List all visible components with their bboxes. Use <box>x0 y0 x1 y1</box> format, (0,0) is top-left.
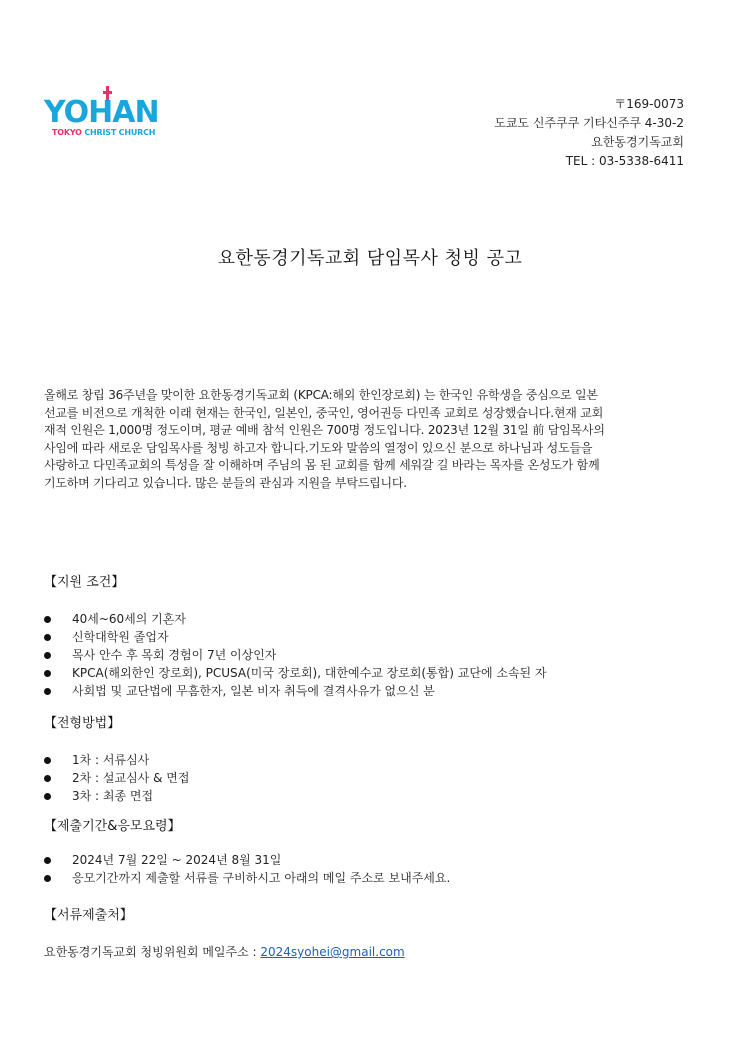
list-item <box>44 769 189 787</box>
contact-line <box>44 943 405 960</box>
recipient-heading: 【서류제출처】 <box>44 908 133 923</box>
bullet-icon <box>44 616 51 623</box>
postal-code: 〒169-0073 <box>614 97 684 111</box>
logo-wordmark: YOHAN <box>44 95 159 130</box>
address-block <box>494 95 684 171</box>
submission-heading: 【제출기간&응모요령】 <box>44 819 181 834</box>
bullet-icon <box>44 775 51 782</box>
contact-label: 요한동경기독교회 청빙위원회 메일주소 : <box>44 945 261 959</box>
street-address: 도쿄도 신주쿠쿠 기타신주쿠 4-30-2 <box>494 116 684 130</box>
email-link[interactable]: 2024syohei@gmail.com <box>260 945 405 959</box>
list-item-text: 1차 : 서류심사 <box>72 753 150 767</box>
bullet-icon <box>44 688 51 695</box>
list-item-text: 2024년 7월 22일 ~ 2024년 8월 31일 <box>72 853 282 867</box>
bullet-icon <box>44 757 51 764</box>
bullet-icon <box>44 875 51 882</box>
bullet-icon <box>44 652 51 659</box>
bullet-icon <box>44 634 51 641</box>
intro-line: 사랑하고 다민족교회의 특성을 잘 이해하며 주님의 몸 된 교회를 함께 세워갈 길 바라는 목자를 온성도가 함께 <box>44 458 600 472</box>
intro-line: 재적 인원은 1,000명 정도이며, 평균 예배 참석 인원은 700명 정도입니다. 2023년 12월 31일 前 담임목사의 <box>44 423 605 437</box>
list-item-text: 사회법 및 교단법에 무흠한자, 일본 비자 취득에 결격사유가 없으신 분 <box>72 684 435 698</box>
process-list <box>44 751 189 805</box>
list-item <box>44 664 547 682</box>
list-item <box>44 628 547 646</box>
intro-line: 사임에 따라 새로운 담임목사를 청빙 하고자 합니다.기도와 말씀의 열정이 있으신 분으로 하나님과 성도들을 <box>44 440 593 455</box>
list-item <box>44 851 450 869</box>
bullet-icon <box>44 670 51 677</box>
list-item-text: 응모기간까지 제출할 서류를 구비하시고 아래의 메일 주소로 보내주세요. <box>72 871 451 885</box>
logo-subtitle-church: CHRIST CHURCH <box>84 128 156 137</box>
list-item <box>44 787 189 805</box>
logo-subtitle-tokyo: TOKYO <box>52 128 82 137</box>
list-item <box>44 682 547 700</box>
list-item-text: 40세~60세의 기혼자 <box>72 612 186 626</box>
list-item-text: 목사 안수 후 목회 경험이 7년 이상인자 <box>72 648 277 662</box>
list-item-text: 신학대학원 졸업자 <box>72 630 169 644</box>
list-item-text: 3차 : 최종 면접 <box>72 789 154 803</box>
intro-line: 올해로 창립 36주년을 맞이한 요한동경기독교회 (KPCA:해외 한인장로회) 는 한국인 유학생을 중심으로 일본 <box>44 388 598 402</box>
list-item <box>44 646 547 664</box>
church-name: 요한동경기독교회 <box>591 135 684 149</box>
list-item <box>44 610 547 628</box>
process-heading: 【전형방법】 <box>44 716 121 731</box>
intro-paragraph <box>44 387 698 492</box>
logo-subtitle <box>52 128 155 137</box>
list-item <box>44 869 450 887</box>
list-item-text: KPCA(해외한인 장로회), PCUSA(미국 장로회), 대한예수교 장로회(통합) 교단에 소속된 자 <box>72 666 547 680</box>
bullet-icon <box>44 857 51 864</box>
submission-list <box>44 851 450 887</box>
telephone: TEL : 03-5338-6411 <box>565 154 684 168</box>
intro-line: 선교를 비전으로 개척한 이래 현재는 한국인, 일본인, 중국인, 영어권등 다민족 교회로 성장했습니다.현재 교회 <box>44 405 604 420</box>
requirements-heading: 【지원 조건】 <box>44 575 125 590</box>
list-item <box>44 751 189 769</box>
church-logo <box>44 86 174 142</box>
list-item-text: 2차 : 설교심사 & 면접 <box>72 771 190 785</box>
intro-line: 기도하며 기다리고 있습니다. 많은 분들의 관심과 지원을 부탁드립니다. <box>44 475 407 490</box>
requirements-list <box>44 610 547 700</box>
bullet-icon <box>44 793 51 800</box>
page-title: 요한동경기독교회 담임목사 청빙 공고 <box>217 248 523 269</box>
